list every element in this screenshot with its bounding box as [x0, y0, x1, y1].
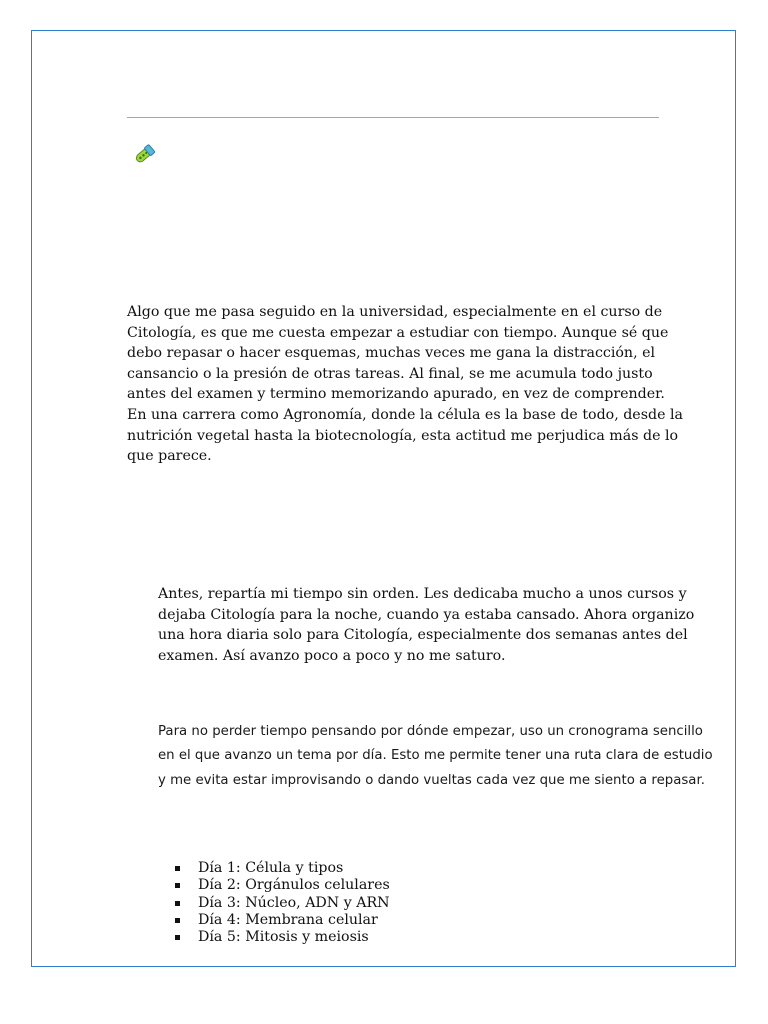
- horizontal-rule: [127, 117, 659, 118]
- study-schedule-list: [173, 860, 390, 946]
- paragraph-time-management: Antes, repartía mi tiempo sin orden. Les dedicaba mucho a unos cursos y dejaba Citología para la noche, cuando ya estaba cansado. Ahora organizo una hora diaria solo para Citología, especialmente dos semanas antes del examen. Así avanzo poco a poco y no me saturo.: [158, 586, 695, 664]
- paragraph-schedule-intro: Para no perder tiempo pensando por dónde empezar, uso un cronograma sencillo en el que avanzo un tema por día. Esto me permite tener una ruta clara de estudio y me evita estar improvisando o dando vueltas cada vez que me siento a repasar.: [158, 724, 713, 788]
- page-border: [31, 30, 736, 967]
- list-item: Día 2: Orgánulos celulares: [173, 877, 390, 894]
- list-item: Día 3: Núcleo, ADN y ARN: [173, 895, 390, 912]
- paragraph-intro: Algo que me pasa seguido en la universidad, especialmente en el curso de Citología, es que me cuesta empezar a estudiar con tiempo. Aunque sé que debo repasar o hacer esquemas, muchas veces me gana la distracción, el cansancio o la presión de otras tareas. Al final, se me acumula todo justo antes del examen y termino memorizando apurado, en vez de comprender. En una carrera como Agronomía, donde la célula es la base de todo, desde la nutrición vegetal hasta la biotecnología, esta actitud me perjudica más de lo que parece.: [127, 304, 683, 465]
- test-tube-icon: [132, 143, 158, 165]
- list-item: Día 4: Membrana celular: [173, 912, 390, 929]
- list-item: Día 1: Célula y tipos: [173, 860, 390, 877]
- list-item: Día 5: Mitosis y meiosis: [173, 929, 390, 946]
